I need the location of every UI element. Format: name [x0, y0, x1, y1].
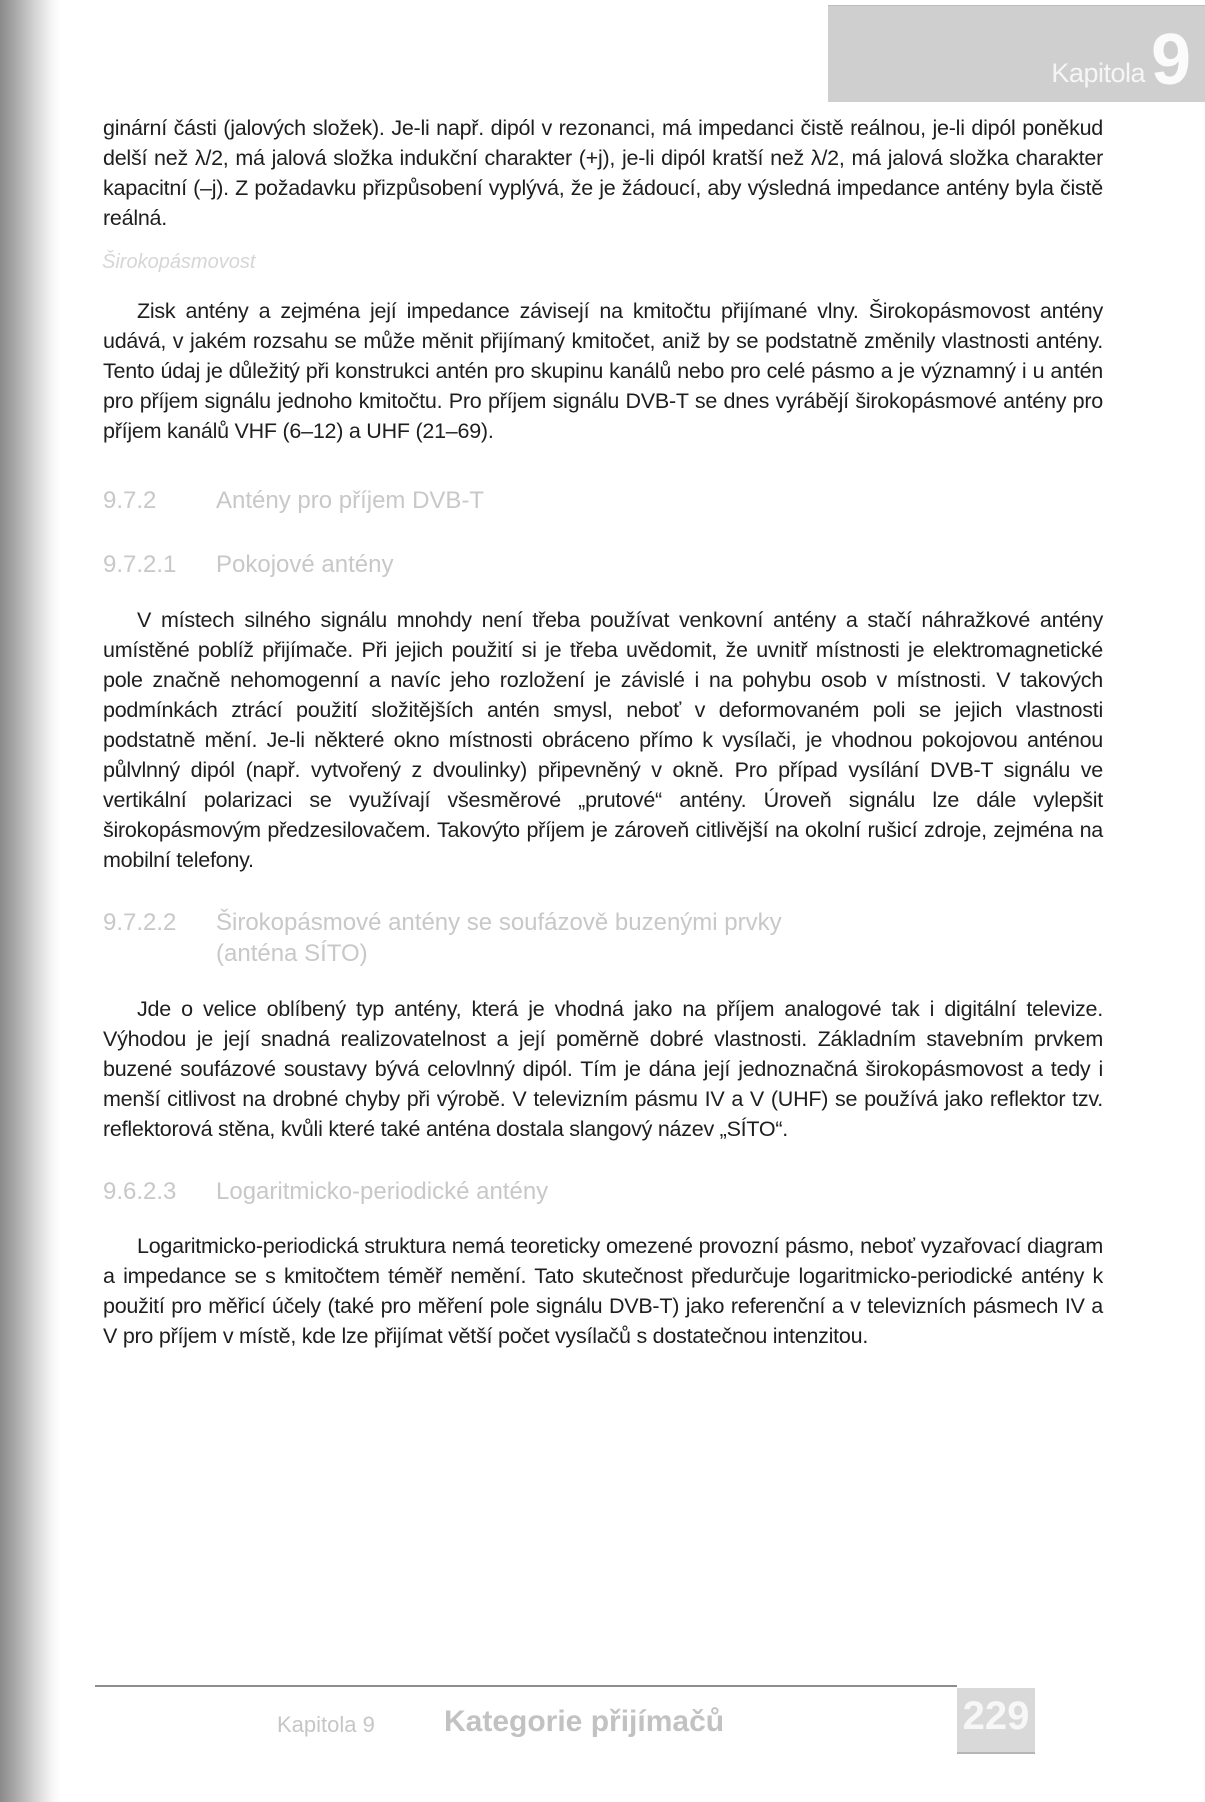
footer-chapter: Kapitola 9 — [277, 1712, 375, 1737]
intro-paragraph: ginární části (jalových složek). Je-li např. dipól v rezonanci, má impedanci čistě reálnou, je-li dipól poněkud delší než λ/2, má jalová složka indukční charakter (+j), je-li dipól kratší než λ/2, má jalová složka charakter kapacitní (–j). Z požadavku přizpůsobení vyplývá, že je žádoucí, aby výsledná impedance antény byla čistě reálná. — [103, 116, 1103, 230]
heading-9-6-2-3 — [103, 1176, 1103, 1207]
heading-title — [216, 907, 1103, 969]
heading-title: Logaritmicko-periodické antény — [216, 1178, 549, 1205]
page-number-box — [957, 1688, 1035, 1754]
heading-9-7-2-2 — [103, 907, 1103, 969]
paragraph-broadband: Zisk antény a zejména její impedance závisejí na kmitočtu přijímané vlny. Širokopásmovost antény udává, v jakém rozsahu se může měnit přijímaný kmitočet, aniž by se podstatně změnily vlastnosti antény. Tento údaj je důležitý při konstrukci antén pro skupinu kanálů nebo pro celé pásmo a je významný i u antén pro příjem signálu jednoho kmitočtu. Pro příjem signálu DVB-T se dnes vyrábějí širokopásmové antény pro příjem kanálů VHF (6–12) a UHF (21–69). — [103, 299, 1103, 443]
heading-title: Antény pro příjem DVB-T — [216, 487, 485, 514]
chapter-tab-label: Kapitola — [1051, 58, 1145, 88]
subheading-broadband: Širokopásmovost — [102, 251, 256, 273]
page-number: 229 — [962, 1694, 1030, 1738]
heading-number: 9.6.2.3 — [103, 1178, 177, 1205]
chapter-tab — [828, 5, 1205, 102]
heading-number: 9.7.2.2 — [103, 909, 177, 936]
heading-title-line2: (anténa SÍTO) — [216, 940, 368, 967]
heading-title: Pokojové antény — [216, 551, 394, 578]
footer-title: Kategorie přijímačů — [444, 1705, 725, 1738]
book-spine-shadow — [0, 0, 60, 1802]
paragraph-sito-antenna: Jde o velice oblíbený typ antény, která je vhodná jako na příjem analogové tak i digitální televize. Výhodou je její snadná realizovatelnost a její poměrně dobré vlastnosti. Základním stavebním prvkem buzené soufázové soustavy bývá celovlnný dipól. Tím je dána její jednoznačná širokopásmovost a tedy i menší citlivost na drobné chyby při výrobě. V televizním pásmu IV a V (UHF) se používá jako reflektor tzv. reflektorová stěna, kvůli které také anténa dostala slangový název „SÍTO“. — [103, 997, 1103, 1141]
footer-rule — [95, 1685, 957, 1687]
heading-9-7-2-1 — [103, 549, 1103, 580]
heading-number: 9.7.2 — [103, 487, 157, 514]
heading-9-7-2 — [103, 485, 1103, 516]
page-content — [103, 113, 1103, 1351]
chapter-tab-number: 9 — [1150, 20, 1191, 100]
paragraph-room-antennas: V místech silného signálu mnohdy není třeba používat venkovní antény a stačí náhražkové antény umístěné poblíž přijímače. Při jejich použití si je třeba uvědomit, že uvnitř místnosti je elektromagnetické pole značně nehomogenní a navíc jeho rozložení je závislé i na pohybu osob v místnosti. V takových podmínkách ztrácí použití složitějších antén smysl, neboť v deformovaném poli se jejich vlastnosti podstatně mění. Je-li některé okno místnosti obráceno přímo k vysílači, je vhodnou pokojovou anténou půlvlnný dipól (např. vytvořený z dvoulinky) připevněný v okně. Pro případ vysílání DVB-T signálu ve vertikální polarizaci se využívají všesměrové „prutové“ antény. Úroveň signálu lze dále vylepšit širokopásmovým předzesilovačem. Takovýto příjem je zároveň citlivější na okolní rušicí zdroje, zejména na mobilní telefony. — [103, 608, 1103, 872]
heading-title-line1: Širokopásmové antény se soufázově buzenými prvky — [216, 909, 782, 936]
heading-number: 9.7.2.1 — [103, 551, 177, 578]
paragraph-log-periodic: Logaritmicko-periodická struktura nemá teoreticky omezené provozní pásmo, neboť vyzařovací diagram a impedance se s kmitočtem téměř nemění. Tato skutečnost předurčuje logaritmicko-periodické antény k použití pro měřicí účely (také pro měření pole signálu DVB-T) jako referenční a v televizních pásmech IV a V pro příjem v místě, kde lze přijímat větší počet vysílačů s dostatečnou intenzitou. — [103, 1234, 1103, 1348]
